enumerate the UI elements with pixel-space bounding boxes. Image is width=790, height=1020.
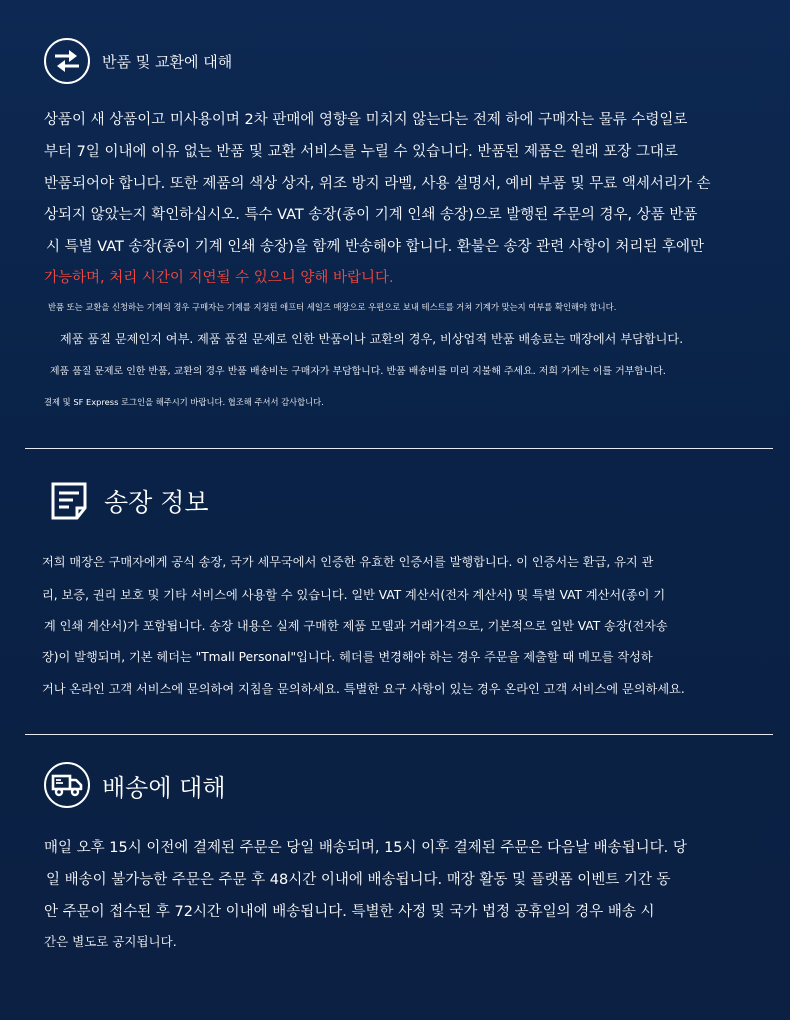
returns-paragraph-line: 부터 7일 이내에 이유 없는 반품 및 교환 서비스를 누릴 수 있습니다. 반품된 제품은 원래 포장 그대로 — [44, 144, 678, 160]
invoice-title: 송장 정보 — [104, 488, 209, 517]
delivery-truck-icon — [44, 762, 90, 808]
receipt-icon — [50, 481, 88, 521]
returns-note-small: 제품 품질 문제로 인한 반품, 교환의 경우 반품 배송비는 구매자가 부담합니다. 반품 배송비를 미리 지불해 주세요. 저희 가게는 이를 거부합니다. — [50, 366, 666, 377]
invoice-paragraph-line: 리, 보증, 권리 보호 및 기타 서비스에 사용할 수 있습니다. 일반 VAT 계산서(전자 계산서) 및 특별 VAT 계산서(종이 기 — [42, 588, 666, 602]
returns-note-small: 반품 또는 교환을 신청하는 기계의 경우 구매자는 기계를 지정된 애프터 세일즈 매장으로 우편으로 보내 테스트를 거쳐 기계가 맞는지 여부를 확인해야 합니다. — [48, 302, 617, 312]
returns-header — [44, 38, 232, 84]
shipping-paragraph-line: 일 배송이 불가능한 주문은 주문 후 48시간 이내에 배송됩니다. 매장 활동 및 플랫폼 이벤트 기간 동 — [46, 872, 671, 888]
exchange-arrows-icon — [44, 38, 90, 84]
returns-note-tiny: 결제 및 SF Express 로그인을 해주시기 바랍니다. 협조해 주셔서 감사합니다. — [44, 397, 324, 407]
invoice-paragraph-line: 거나 온라인 고객 서비스에 문의하여 지침을 문의하세요. 특별한 요구 사항이 있는 경우 온라인 고객 서비스에 문의하세요. — [42, 682, 685, 696]
shipping-paragraph-line: 매일 오후 15시 이전에 결제된 주문은 당일 배송되며, 15시 이후 결제된 주문은 다음날 배송됩니다. 당 — [44, 840, 687, 856]
invoice-paragraph-line: 저희 매장은 구매자에게 공식 송장, 국가 세무국에서 인증한 유효한 인증서를 발행합니다. 이 인증서는 환급, 유지 관 — [42, 555, 654, 569]
returns-warning-text: 가능하며, 처리 시간이 지연될 수 있으니 양해 바랍니다. — [44, 270, 394, 286]
returns-title: 반품 및 교환에 대해 — [102, 52, 233, 71]
returns-paragraph-line: 시 특별 VAT 송장(종이 기계 인쇄 송장)을 함께 반송해야 합니다. 환불은 송장 관련 사항이 처리된 후에만 — [46, 239, 704, 255]
invoice-paragraph-line: 장)이 발행되며, 기본 헤더는 "Tmall Personal"입니다. 헤더를 변경해야 하는 경우 주문을 제출할 때 메모를 작성하 — [42, 650, 653, 664]
section-divider — [25, 448, 773, 449]
returns-paragraph-line: 상품이 새 상품이고 미사용이며 2차 판매에 영향을 미치지 않는다는 전제 하에 구매자는 물류 수령일로 — [44, 112, 688, 128]
shipping-title: 배송에 대해 — [102, 773, 226, 802]
returns-paragraph-line: 반품되어야 합니다. 또한 제품의 색상 상자, 위조 방지 라벨, 사용 설명서, 예비 부품 및 무료 액세서리가 손 — [44, 176, 711, 192]
invoice-paragraph-line: 계 인쇄 계산서)가 포함됩니다. 송장 내용은 실제 구매한 제품 모델과 거래가격으로, 기본적으로 일반 VAT 송장(전자송 — [44, 619, 668, 633]
shipping-paragraph-line: 안 주문이 접수된 후 72시간 이내에 배송됩니다. 특별한 사정 및 국가 법정 공휴일의 경우 배송 시 — [44, 904, 655, 920]
returns-note-medium: 제품 품질 문제인지 여부. 제품 품질 문제로 인한 반품이나 교환의 경우, 비상업적 반품 배송료는 매장에서 부담합니다. — [60, 332, 684, 346]
shipping-header — [44, 762, 226, 808]
shipping-paragraph-line: 간은 별도로 공지됩니다. — [44, 934, 177, 949]
invoice-header — [50, 481, 209, 521]
section-divider — [25, 734, 773, 735]
returns-paragraph-line: 상되지 않았는지 확인하십시오. 특수 VAT 송장(종이 기계 인쇄 송장)으로 발행된 주문의 경우, 상품 반품 — [44, 207, 698, 223]
